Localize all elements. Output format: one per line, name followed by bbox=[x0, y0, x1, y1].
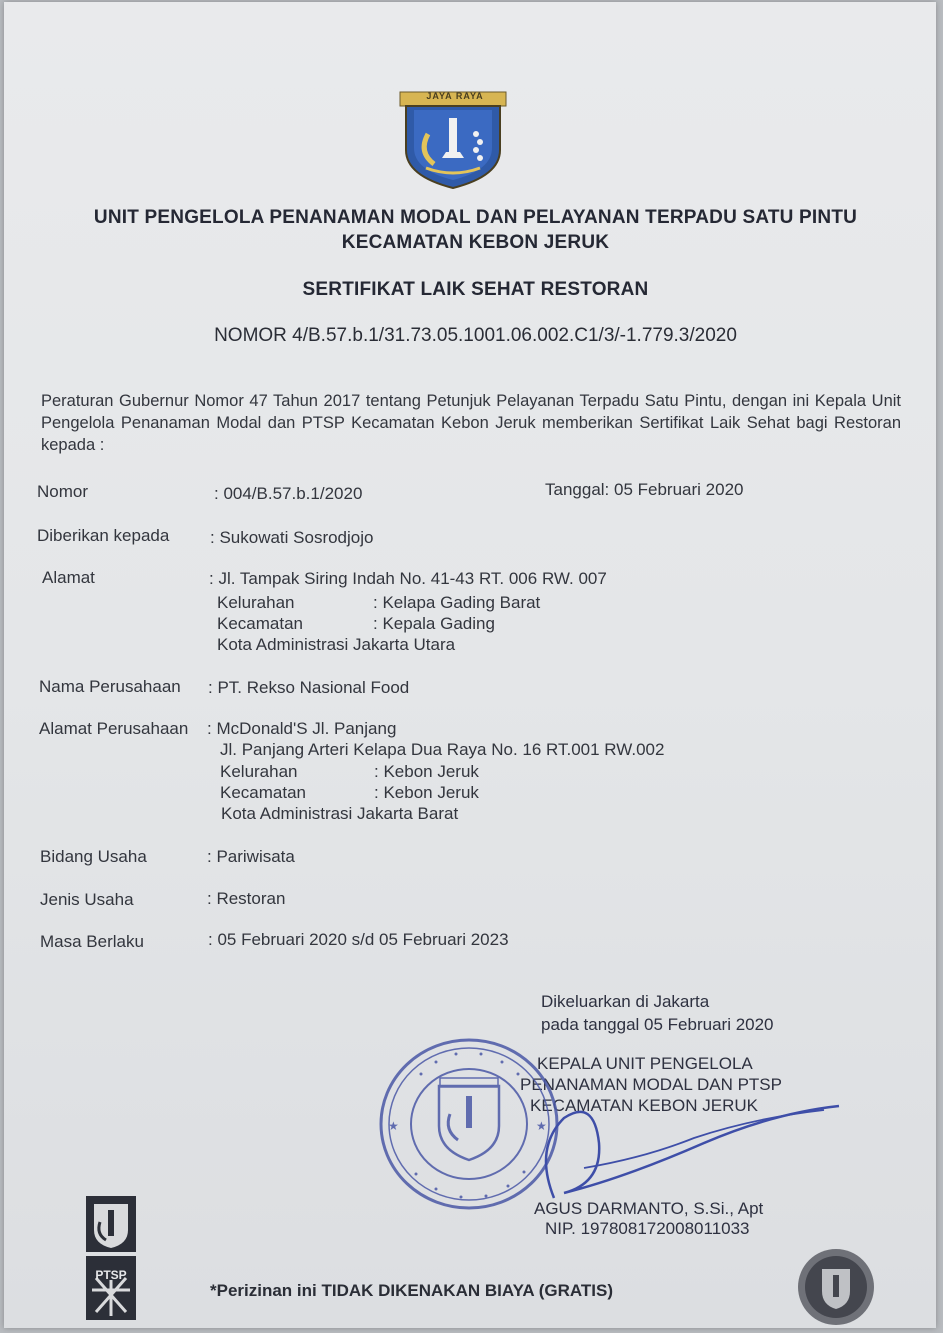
alamat-perusahaan-label: Alamat Perusahaan bbox=[39, 719, 189, 738]
alamat-line1: : Jl. Tampak Siring Indah No. 41-43 RT. 006 RW. 007 bbox=[209, 569, 607, 588]
certificate-page bbox=[4, 2, 936, 1328]
ap-kelurahan-value: : Kebon Jeruk bbox=[374, 762, 479, 781]
office-name-line2: KECAMATAN KEBON JERUK bbox=[341, 232, 610, 253]
issued-date: pada tanggal 05 Februari 2020 bbox=[541, 1015, 774, 1034]
nomor-value: : 004/B.57.b.1/2020 bbox=[214, 484, 363, 503]
nomor-label: Nomor bbox=[37, 482, 89, 501]
perusahaan-label: Nama Perusahaan bbox=[39, 677, 181, 696]
ap-kelurahan-label: Kelurahan bbox=[220, 762, 298, 781]
alamat-perusahaan-line1: : McDonald'S Jl. Panjang bbox=[207, 719, 397, 738]
signatory-title-line1: KEPALA UNIT PENGELOLA bbox=[537, 1054, 753, 1073]
svg-text:★: ★ bbox=[536, 1119, 547, 1133]
diberikan-value: : Sukowati Sosrodjojo bbox=[210, 528, 374, 547]
intro-paragraph: Peraturan Gubernur Nomor 47 Tahun 2017 tentang Petunjuk Pelayanan Terpadu Satu Pintu, dengan ini Kepala Unit Pengelola Penanaman Modal dan PTSP Kecamatan Kebon Jeruk memberikan Sertifikat Laik Sehat bagi Restoran kepada : bbox=[41, 392, 901, 454]
signatory-nip: NIP. 197808172008011033 bbox=[545, 1219, 750, 1238]
ap-kecamatan-label: Kecamatan bbox=[220, 783, 306, 802]
masa-value: : 05 Februari 2020 s/d 05 Februari 2023 bbox=[208, 930, 509, 949]
document-title: SERTIFIKAT LAIK SEHAT RESTORAN bbox=[302, 279, 649, 300]
ap-kecamatan-value: : Kebon Jeruk bbox=[374, 783, 479, 802]
alamat-kota: Kota Administrasi Jakarta Utara bbox=[217, 635, 456, 654]
alamat-kecamatan-label: Kecamatan bbox=[217, 614, 303, 633]
issued-place: Dikeluarkan di Jakarta bbox=[541, 992, 710, 1011]
jenis-value: : Restoran bbox=[207, 889, 286, 908]
emblem-motto: JAYA RAYA bbox=[426, 91, 484, 101]
alamat-perusahaan-line2: Jl. Panjang Arteri Kelapa Dua Raya No. 16 RT.001 RW.002 bbox=[220, 740, 665, 759]
diberikan-label: Diberikan kepada bbox=[37, 526, 170, 545]
alamat-kelurahan-value: : Kelapa Gading Barat bbox=[373, 593, 541, 612]
perusahaan-value: : PT. Rekso Nasional Food bbox=[208, 678, 410, 697]
ptsp-logo-text: PTSP bbox=[95, 1268, 127, 1282]
alamat-kelurahan-label: Kelurahan bbox=[217, 593, 295, 612]
bidang-value: : Pariwisata bbox=[207, 847, 295, 866]
bidang-label: Bidang Usaha bbox=[40, 847, 147, 866]
document-number: NOMOR 4/B.57.b.1/31.73.05.1001.06.002.C1/3/-1.779.3/2020 bbox=[214, 325, 737, 346]
alamat-kecamatan-value: : Kepala Gading bbox=[373, 614, 495, 633]
hologram-seal-icon bbox=[794, 1247, 878, 1327]
ptsp-logo-icon bbox=[84, 1194, 138, 1322]
signatory-name: AGUS DARMANTO, S.Si., Apt bbox=[534, 1199, 764, 1218]
ap-kota: Kota Administrasi Jakarta Barat bbox=[221, 804, 459, 823]
tanggal-value: Tanggal: 05 Februari 2020 bbox=[545, 480, 744, 499]
jakarta-emblem-icon bbox=[396, 90, 510, 190]
signatory-title-line2: PENANAMAN MODAL DAN PTSP bbox=[520, 1075, 782, 1094]
signatory-title-line3: KECAMATAN KEBON JERUK bbox=[530, 1096, 758, 1115]
alamat-label: Alamat bbox=[42, 568, 95, 587]
svg-text:★: ★ bbox=[388, 1119, 399, 1133]
jenis-label: Jenis Usaha bbox=[40, 890, 134, 909]
office-name-line1: UNIT PENGELOLA PENANAMAN MODAL DAN PELAYANAN TERPADU SATU PINTU bbox=[93, 207, 858, 228]
free-of-charge-note: *Perizinan ini TIDAK DIKENAKAN BIAYA (GRATIS) bbox=[210, 1281, 614, 1300]
masa-label: Masa Berlaku bbox=[40, 932, 144, 951]
